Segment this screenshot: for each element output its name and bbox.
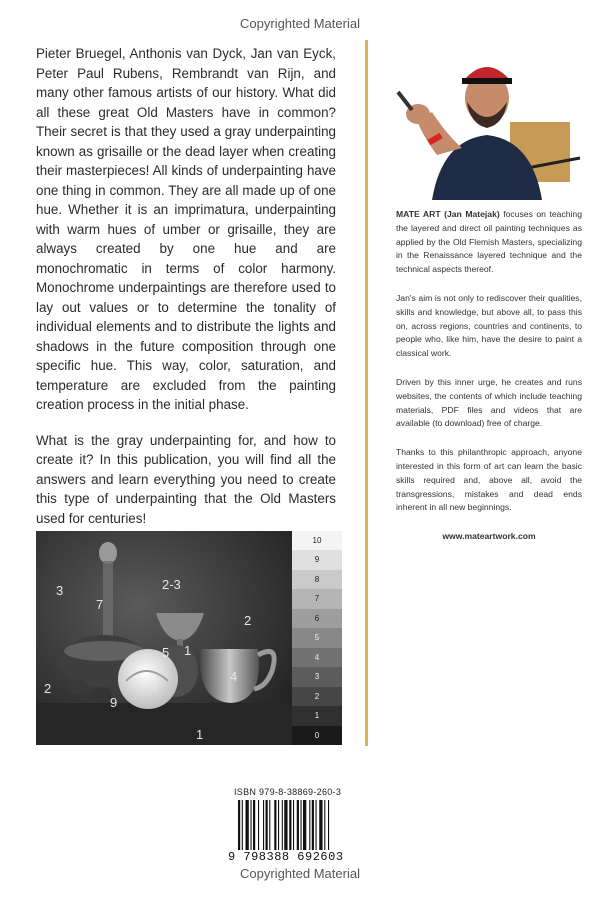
barcode-bar — [246, 800, 249, 850]
barcode-digits: 9 798388 692603 — [228, 850, 344, 864]
copyright-watermark-bottom: Copyrighted Material — [240, 866, 360, 881]
value-scale-cell: 8 — [292, 570, 342, 589]
value-scale-cell: 4 — [292, 648, 342, 667]
barcode-bar — [284, 800, 287, 850]
barcode-bar — [282, 800, 283, 850]
value-scale-cell: 10 — [292, 531, 342, 550]
description-column — [36, 44, 336, 544]
barcode-bar — [316, 800, 317, 850]
barcode-bar — [238, 800, 240, 850]
author-portrait — [392, 40, 582, 200]
value-label: 1 — [184, 643, 192, 658]
barcode-bar — [324, 800, 325, 850]
barcode-bar — [253, 800, 255, 850]
bio-paragraph-1-text: focuses on teaching the layered and direct oil painting techniques as applied by the Old Flemish Masters, specializing in the Renaissance layered technique and the technical aspects thereof. — [396, 209, 582, 275]
value-scale — [292, 531, 342, 745]
value-label: 9 — [110, 695, 118, 710]
bio-paragraph-2: Jan's aim is not only to rediscover their qualities, skills and knowledge, but above all, to pass this on, across regions, countries and continents, to people who, like him, have the desire to paint a classical work. — [396, 292, 582, 359]
value-label: 2 — [244, 613, 252, 628]
intro-paragraph: Pieter Bruegel, Anthonis van Dyck, Jan van Eyck, Peter Paul Rubens, Rembrandt van Rijn, and many other famous artists of our history. What did all these great Old Masters have in common? Their secret is that they used a gray underpainting known as grisaille or the dead layer when creating their masterpieces! All kinds of underpainting have one thing in common. They are all made up of one hue. Whether it is an imprimatura, underpainting with warm hues of umber or grisaille, they are always created by one hue and are monochromatic in terms of color harmony. Monochrome underpaintings are therefore used to lay out values or to determine the tonality of individual elements and to distribute the lights and shadows in the future composition through one specific hue. This way, color, saturation, and temperature are excluded from the painting creation process in the initial phase. — [36, 46, 336, 412]
barcode-bar — [269, 800, 270, 850]
value-label: 7 — [96, 597, 104, 612]
value-label: 2 — [44, 681, 52, 696]
value-scale-cell: 6 — [292, 609, 342, 628]
author-name: MATE ART (Jan Matejak) — [396, 209, 500, 219]
value-label: 1 — [196, 727, 204, 742]
barcode-bar — [312, 800, 314, 850]
barcode-bar — [293, 800, 294, 850]
isbn-barcode — [238, 800, 358, 852]
bio-paragraph-3: Driven by this inner urge, he creates and runs websites, the contents of which include teaching materials, PDF files and videos that are available (to download) free of charge. — [396, 376, 582, 429]
barcode-bar — [278, 800, 279, 850]
barcode-bar — [297, 800, 299, 850]
value-scale-cell: 2 — [292, 687, 342, 706]
barcode-bar — [258, 800, 259, 850]
barcode-bar — [309, 800, 310, 850]
isbn-label: ISBN 979-8-38869-260-3 — [234, 787, 342, 797]
value-scale-cell: 5 — [292, 628, 342, 647]
grisaille-still-life — [36, 531, 292, 745]
value-label: 4 — [230, 669, 238, 684]
value-label: 2-3 — [162, 577, 181, 592]
barcode-bar — [274, 800, 276, 850]
barcode-bar — [289, 800, 291, 850]
barcode-bar — [242, 800, 243, 850]
still-life-image — [36, 531, 292, 745]
barcode-bar — [328, 800, 329, 850]
barcode-bar — [251, 800, 252, 850]
value-scale-cell: 0 — [292, 726, 342, 745]
value-label: 3 — [56, 583, 64, 598]
copyright-watermark-top: Copyrighted Material — [240, 16, 360, 31]
value-label: 8 — [150, 679, 158, 694]
bio-paragraph-4: Thanks to this philanthropic approach, anyone interested in this form of art can learn the basic skills required and, above all, avoid the transgressions, mistakes and dead ends inherent in all new beginnings. — [396, 447, 582, 513]
question-paragraph: What is the gray underpainting for, and how to create it? In this publication, you will find all the answers and learn everything you need to create this type of underpainting that the Old Masters used for centuries! — [36, 432, 336, 526]
author-bio — [396, 208, 582, 559]
website-link[interactable]: www.mateartwork.com — [442, 531, 536, 542]
barcode-bar — [263, 800, 264, 850]
value-scale-cell: 1 — [292, 706, 342, 725]
value-scale-cell: 9 — [292, 550, 342, 569]
bio-paragraph-1 — [396, 208, 582, 277]
barcode-bar — [301, 800, 302, 850]
barcode-bar — [319, 800, 322, 850]
barcode-bar — [303, 800, 306, 850]
column-divider — [365, 40, 368, 746]
value-scale-cell: 7 — [292, 589, 342, 608]
barcode-bar — [266, 800, 268, 850]
value-scale-cell: 3 — [292, 667, 342, 686]
value-label: 5 — [162, 645, 170, 660]
